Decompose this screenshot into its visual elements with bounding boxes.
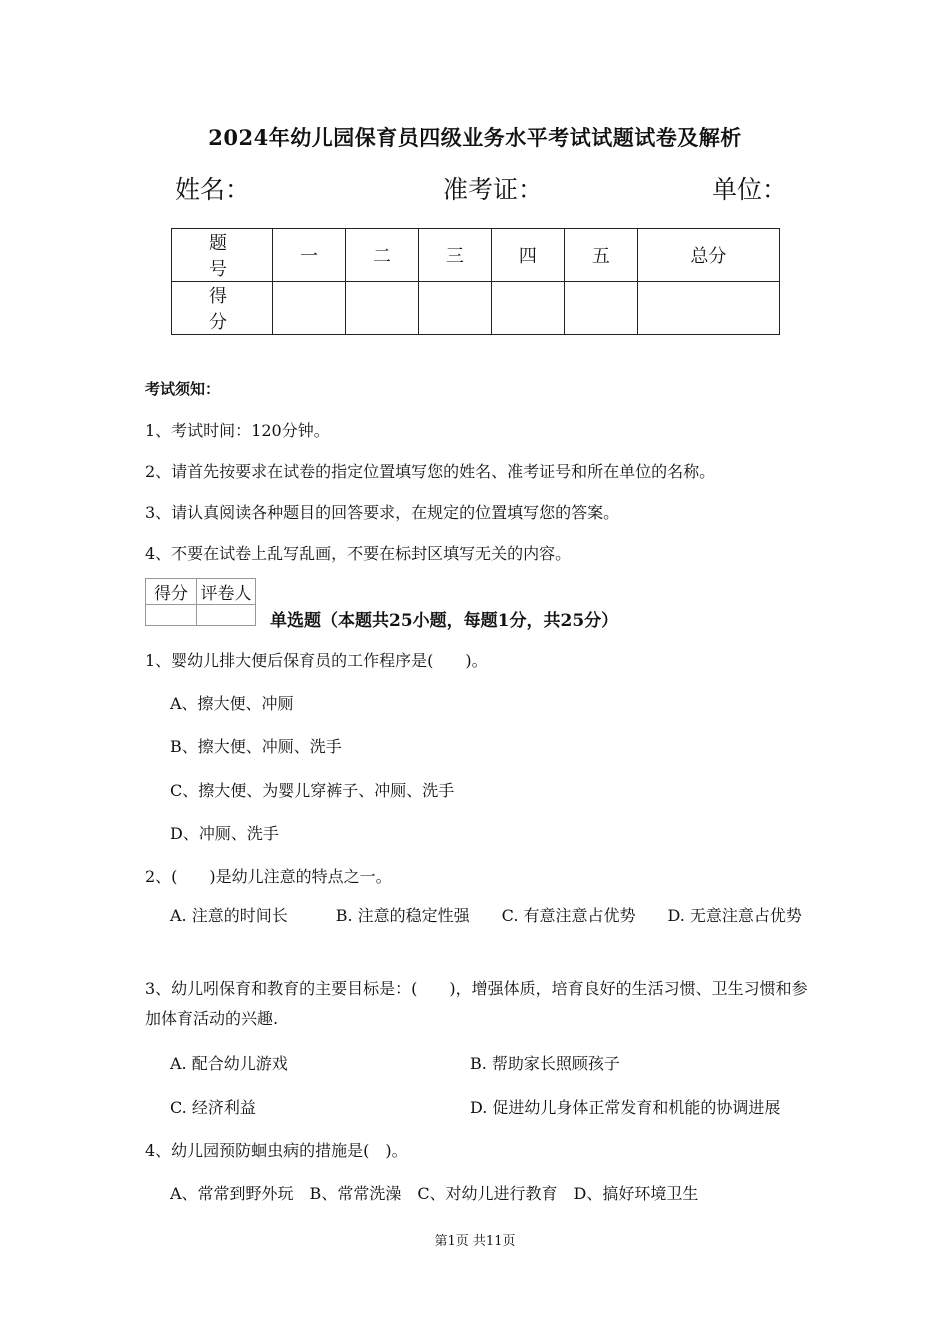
question-stem: 4、幼儿园预防蛔虫病的措施是( )。 (145, 1141, 408, 1160)
score-cell-total[interactable] (637, 282, 779, 335)
score-table-row-label: 得 分 (172, 282, 273, 335)
score-table-col-4: 四 (491, 229, 564, 282)
page-footer: 第1页 共11页 (434, 1234, 516, 1249)
score-cell[interactable] (345, 282, 418, 335)
score-table-header-label: 题 号 (172, 229, 273, 282)
notice-heading: 考试须知： (145, 380, 221, 398)
unit-field-label: 单位： (712, 175, 788, 204)
grader-name-label: 评卷人 (197, 579, 256, 605)
notice-item: 3、请认真阅读各种题目的回答要求，在规定的位置填写您的答案。 (145, 503, 620, 522)
grader-score-label: 得分 (146, 579, 197, 605)
question-option[interactable]: B、擦大便、冲厕、洗手 (170, 737, 342, 756)
score-cell[interactable] (564, 282, 637, 335)
score-table-col-5: 五 (564, 229, 637, 282)
question-stem: 2、( )是幼儿注意的特点之一。 (145, 867, 392, 886)
score-cell[interactable] (418, 282, 491, 335)
score-cell[interactable] (491, 282, 564, 335)
grader-name-cell[interactable] (197, 605, 256, 626)
score-cell[interactable] (273, 282, 346, 335)
notice-item: 2、请首先按要求在试卷的指定位置填写您的姓名、准考证号和所在单位的名称。 (145, 462, 716, 481)
section-title: 单选题（本题共25小题，每题1分，共25分） (270, 611, 619, 631)
score-table (171, 228, 780, 335)
score-table-col-1: 一 (273, 229, 346, 282)
question-option[interactable]: C. 经济利益 (170, 1098, 256, 1117)
name-field-label: 姓名： (175, 175, 251, 204)
notice-item: 4、不要在试卷上乱写乱画，不要在标封区填写无关的内容。 (145, 544, 572, 563)
question-option[interactable]: D、冲厕、洗手 (170, 824, 279, 843)
grader-box (145, 578, 256, 626)
question-option[interactable]: B. 帮助家长照顾孩子 (470, 1054, 620, 1073)
grader-score-cell[interactable] (146, 605, 197, 626)
question-option[interactable]: A、擦大便、冲厕 (170, 694, 294, 713)
question-option[interactable]: A. 配合幼儿游戏 (170, 1054, 288, 1073)
question-stem: 1、婴幼儿排大便后保育员的工作程序是( )。 (145, 651, 488, 670)
question-option[interactable]: C、擦大便、为婴儿穿裤子、冲厕、洗手 (170, 781, 455, 800)
question-option[interactable]: D. 促进幼儿身体正常发育和机能的协调进展 (470, 1098, 781, 1117)
score-table-col-2: 二 (345, 229, 418, 282)
exam-id-field-label: 准考证： (443, 175, 544, 204)
notice-item: 1、考试时间：120分钟。 (145, 421, 330, 440)
score-table-col-total: 总分 (637, 229, 779, 282)
page-title: 2024年幼儿园保育员四级业务水平考试试题试卷及解析 (208, 125, 742, 150)
question-options-inline[interactable]: A、常常到野外玩 B、常常洗澡 C、对幼儿进行教育 D、搞好环境卫生 (170, 1184, 699, 1203)
question-stem: 3、幼儿吲保育和教育的主要目标是：( )，增强体质，培育良好的生活习惯、卫生习惯和参加体育活动的兴趣. (145, 979, 808, 1028)
question-options-inline[interactable]: A. 注意的时间长 B. 注意的稳定性强 C. 有意注意占优势 D. 无意注意占优势 (170, 906, 802, 925)
score-table-col-3: 三 (418, 229, 491, 282)
